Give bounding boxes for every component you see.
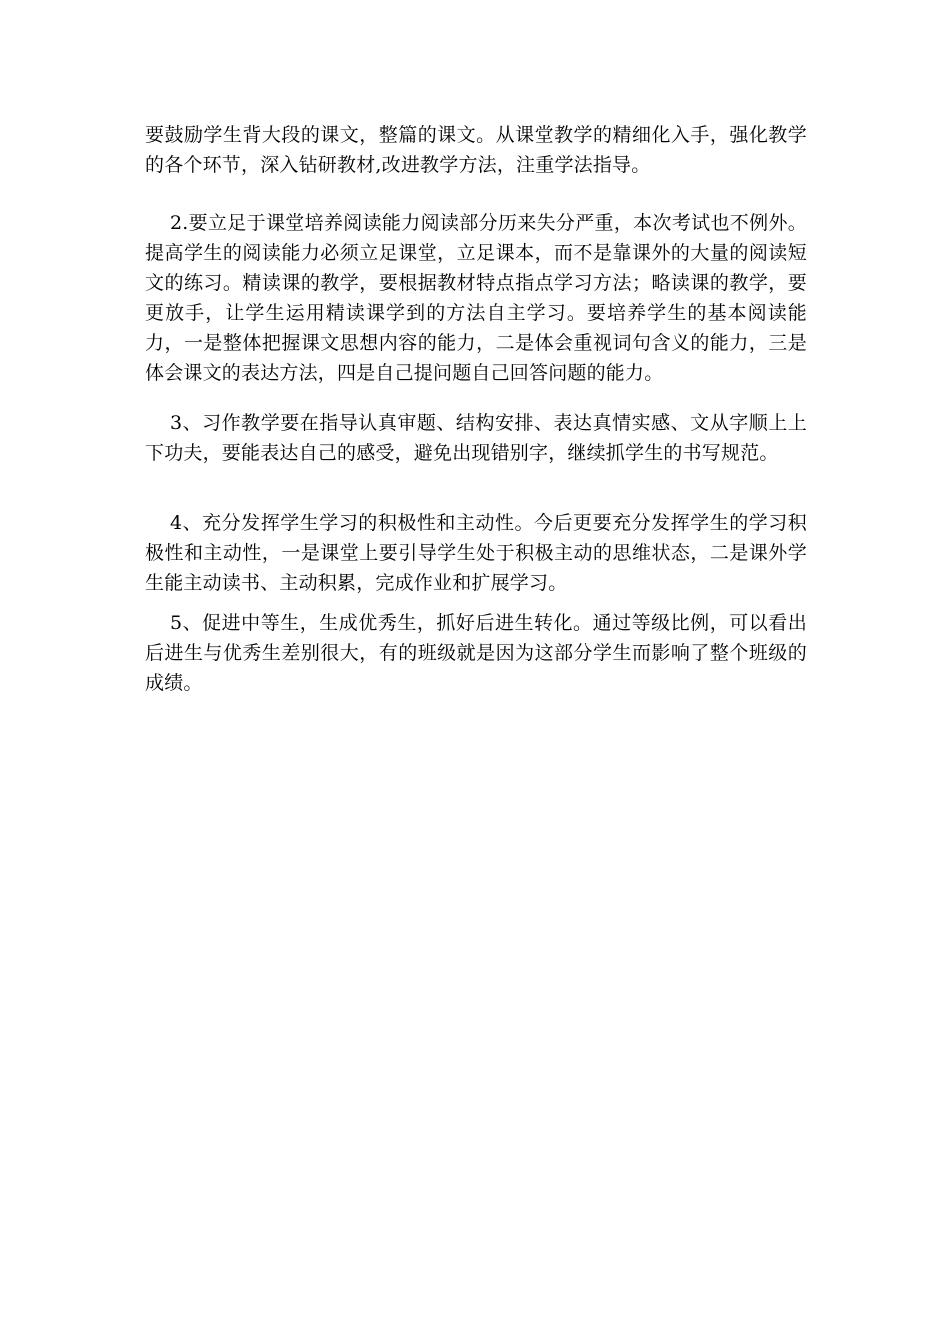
paragraph-item-3: 3、习作教学要在指导认真审题、结构安排、表达真情实感、文从字顺上上下功夫，要能表达自己的感受，避免出现错别字，继续抓学生的书写规范。 (145, 412, 807, 464)
paragraph-item-2: 2.要立足于课堂培养阅读能力阅读部分历来失分严重，本次考试也不例外。提高学生的阅读能力必须立足课堂，立足课本，而不是靠课外的大量的阅读短文的练习。精读课的教学，要根据教材特点指点学习方法；略读课的教学，要更放手，让学生运用精读课学到的方法自主学习。要培养学生的基本阅读能力，一是整体把握课文思想内容的能力，二是体会重视词句含义的能力，三是体会课文的表达方法，四是自己提问题自己回答问题的能力。 (145, 212, 807, 384)
paragraph-item-5: 5、促进中等生，生成优秀生，抓好后进生转化。通过等级比例，可以看出后进生与优秀生差别很大，有的班级就是因为这部分学生而影响了整个班级的成绩。 (145, 612, 807, 694)
paragraph-continuation: 要鼓励学生背大段的课文，整篇的课文。从课堂教学的精细化入手，强化教学的各个环节，深入钻研教材,改进教学方法，注重学法指导。 (145, 124, 807, 176)
paragraph-item-4: 4、充分发挥学生学习的积极性和主动性。今后更要充分发挥学生的学习积极性和主动性，一是课堂上要引导学生处于积极主动的思维状态，二是课外学生能主动读书、主动积累，完成作业和扩展学习。 (145, 512, 807, 594)
